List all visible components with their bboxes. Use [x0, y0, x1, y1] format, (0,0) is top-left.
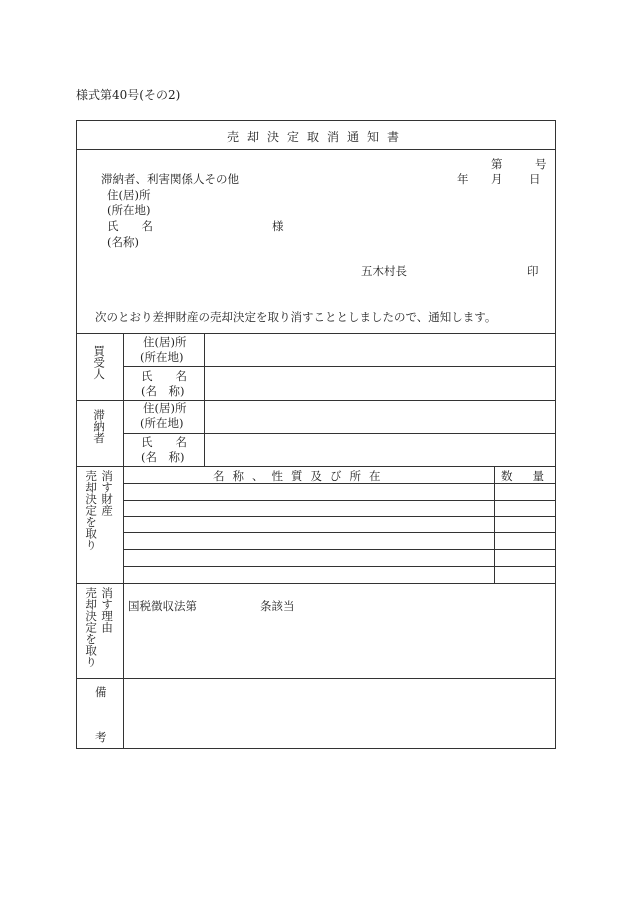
day-label: 日 — [529, 172, 541, 186]
table-row — [123, 483, 555, 484]
buyer-name-sub-label: (名 称) — [141, 384, 185, 398]
number-prefix: 第 — [491, 157, 503, 171]
buyer-address-label: 住(居)所 — [143, 335, 187, 349]
seal-mark: 印 — [527, 264, 539, 278]
divider — [77, 466, 555, 467]
name-sub-label: (名称) — [107, 235, 139, 249]
divider — [123, 366, 555, 367]
divider — [123, 583, 124, 748]
buyer-label: 買受人 — [92, 345, 107, 380]
delinquent-address-label: 住(居)所 — [143, 401, 187, 415]
addressee-line: 滞納者、利害関係人その他 — [101, 172, 239, 186]
divider — [123, 433, 555, 434]
address-sub-label: (所在地) — [107, 203, 151, 217]
honorific: 様 — [272, 219, 284, 233]
table-row — [123, 516, 555, 517]
delinquent-name-label: 氏 名 — [141, 435, 187, 449]
buyer-address-sub-label: (所在地) — [140, 350, 184, 364]
delinquent-address-sub-label: (所在地) — [140, 416, 184, 430]
divider — [77, 678, 555, 679]
remarks-label-1: 備 — [95, 685, 107, 699]
notice-form — [76, 120, 564, 749]
property-label-col2: 消す財産 — [100, 470, 115, 516]
table-row — [123, 500, 555, 501]
divider — [77, 333, 555, 334]
divider — [77, 149, 555, 150]
form-title: 売却決定取消通知書 — [226, 130, 407, 144]
delinquent-label: 滞納者 — [92, 409, 107, 444]
month-label: 月 — [491, 172, 503, 186]
form-number: 様式第40号(その2) — [76, 88, 181, 102]
year-label: 年 — [457, 172, 469, 186]
property-qty-header: 数量 — [501, 469, 564, 483]
address-label: 住(居)所 — [107, 188, 151, 202]
notice-text: 次のとおり差押財産の売却決定を取り消すこととしましたので、通知します。 — [95, 310, 497, 324]
reason-article-text: 条該当 — [260, 599, 295, 613]
table-row — [123, 532, 555, 533]
table-row — [123, 549, 555, 550]
reason-label-col2: 消す理由 — [100, 587, 115, 633]
name-label: 氏 名 — [107, 219, 153, 233]
reason-label-col1: 売却決定を取り — [84, 587, 99, 668]
property-desc-header: 名称、性質及び所在 — [213, 469, 389, 483]
issuer: 五木村長 — [361, 264, 407, 278]
divider — [77, 583, 555, 584]
property-label-col1: 売却決定を取り — [84, 470, 99, 551]
reason-law-text: 国税徴収法第 — [128, 599, 197, 613]
number-suffix: 号 — [535, 157, 547, 171]
table-row — [123, 566, 555, 567]
delinquent-name-sub-label: (名 称) — [141, 450, 185, 464]
remarks-label-2: 考 — [95, 730, 107, 744]
buyer-name-label: 氏 名 — [141, 369, 187, 383]
